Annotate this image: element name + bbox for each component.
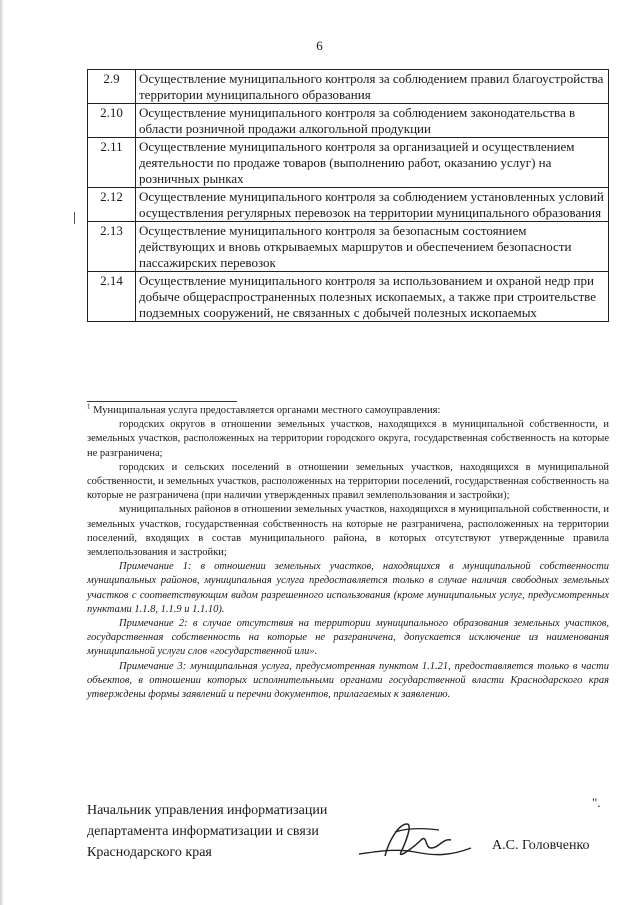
position-line: Краснодарского края <box>87 845 212 860</box>
row-number: 2.10 <box>88 104 136 138</box>
service-name: Осуществление муниципального контроля за использованием и охраной недр при добыче общераспространенных полезных ископаемых, а также при строительстве подземных сооружений, не связанных с добычей полезных ископаемых <box>136 272 609 322</box>
footnote-paragraph: городских и сельских поселений в отношении земельных участков, находящихся в муниципальной собственности, и земельных участков, расположенных на территории поселений, государственная собственность на которые не разграничена (при наличии утвержденных правил землепользования и застройки); <box>87 461 609 502</box>
footnote-marker: 1 <box>87 402 91 411</box>
footnote-note: Примечание 3: муниципальная услуга, предусмотренная пунктом 1.1.21, предоставляется только в части объектов, в отношении которых исполнительными органами государственной власти Краснодарского края утверждены формы заявлений и перечни документов, прилагаемых к заявлению. <box>87 660 609 701</box>
service-name: Осуществление муниципального контроля за соблюдением правил благоустройства территории муниципального образования <box>136 70 609 104</box>
signatory-name: А.С. Головченко <box>492 838 590 853</box>
service-name: Осуществление муниципального контроля за безопасным состоянием действующих и вновь открываемых маршрутов и обеспечением безопасности пассажирских перевозок <box>136 222 609 272</box>
row-number: 2.11 <box>88 138 136 188</box>
footnote-block <box>87 404 609 702</box>
service-name: Осуществление муниципального контроля за соблюдением законодательства в области розничной продажи алкогольной продукции <box>136 104 609 138</box>
service-name: Осуществление муниципального контроля за организацией и осуществлением деятельности по продаже товаров (выполнению работ, оказанию услуг) на розничных рынках <box>136 138 609 188</box>
footnote-note: Примечание 2: в случае отсутствия на территории муниципального образования земельных участков, государственная собственность на которые не разграничена, допускается исключение из наименования муниципальной услуги слов «государственной или». <box>87 618 609 658</box>
row-number: 2.9 <box>88 70 136 104</box>
table-row <box>88 138 609 188</box>
margin-mark <box>74 212 75 224</box>
closing-quote: ". <box>592 795 601 810</box>
footnote-separator <box>87 401 237 402</box>
footnote-intro <box>87 404 609 418</box>
footnote-paragraph: муниципальных районов в отношении земельных участков, находящихся в муниципальной собственности, и земельных участков, государственная собственность на которые не разграничена, расположенных на территории поселений, входящих в состав муниципального района, в которых отсутствуют утвержденные правила землепользования и застройки; <box>87 504 609 559</box>
position-line: Начальник управления информатизации <box>87 803 328 818</box>
table-row <box>88 104 609 138</box>
table-row <box>88 272 609 322</box>
handwritten-signature <box>355 818 475 866</box>
services-table <box>87 69 609 322</box>
row-number: 2.13 <box>88 222 136 272</box>
scan-margin-shadow <box>0 0 4 905</box>
footnote-paragraph: городских округов в отношении земельных участков, находящихся в муниципальной собственности, и земельных участков, расположенных на территории городского округа, государственная собственность на которые не разграничена; <box>87 419 609 459</box>
page-number: 6 <box>316 38 323 53</box>
table-row <box>88 222 609 272</box>
table-row <box>88 188 609 222</box>
signatory-position <box>87 800 377 863</box>
position-line: департамента информатизации и связи <box>87 824 319 839</box>
footnote-note: Примечание 1: в отношении земельных участков, находящихся в муниципальной собственности муниципальных районов, муниципальная услуга предоставляется только в случае наличия свободных земельных участков с соответствующим видом разрешенного использования (кроме муниципальных услуг, предусмотренных пунктами 1.1.8, 1.1.9 и 1.1.10). <box>87 561 609 615</box>
service-name: Осуществление муниципального контроля за соблюдением установленных условий осуществления регулярных перевозок на территории муниципального образования <box>136 188 609 222</box>
footnote-intro-text: Муниципальная услуга предоставляется органами местного самоуправления: <box>93 405 441 416</box>
row-number: 2.12 <box>88 188 136 222</box>
row-number: 2.14 <box>88 272 136 322</box>
table-row <box>88 70 609 104</box>
